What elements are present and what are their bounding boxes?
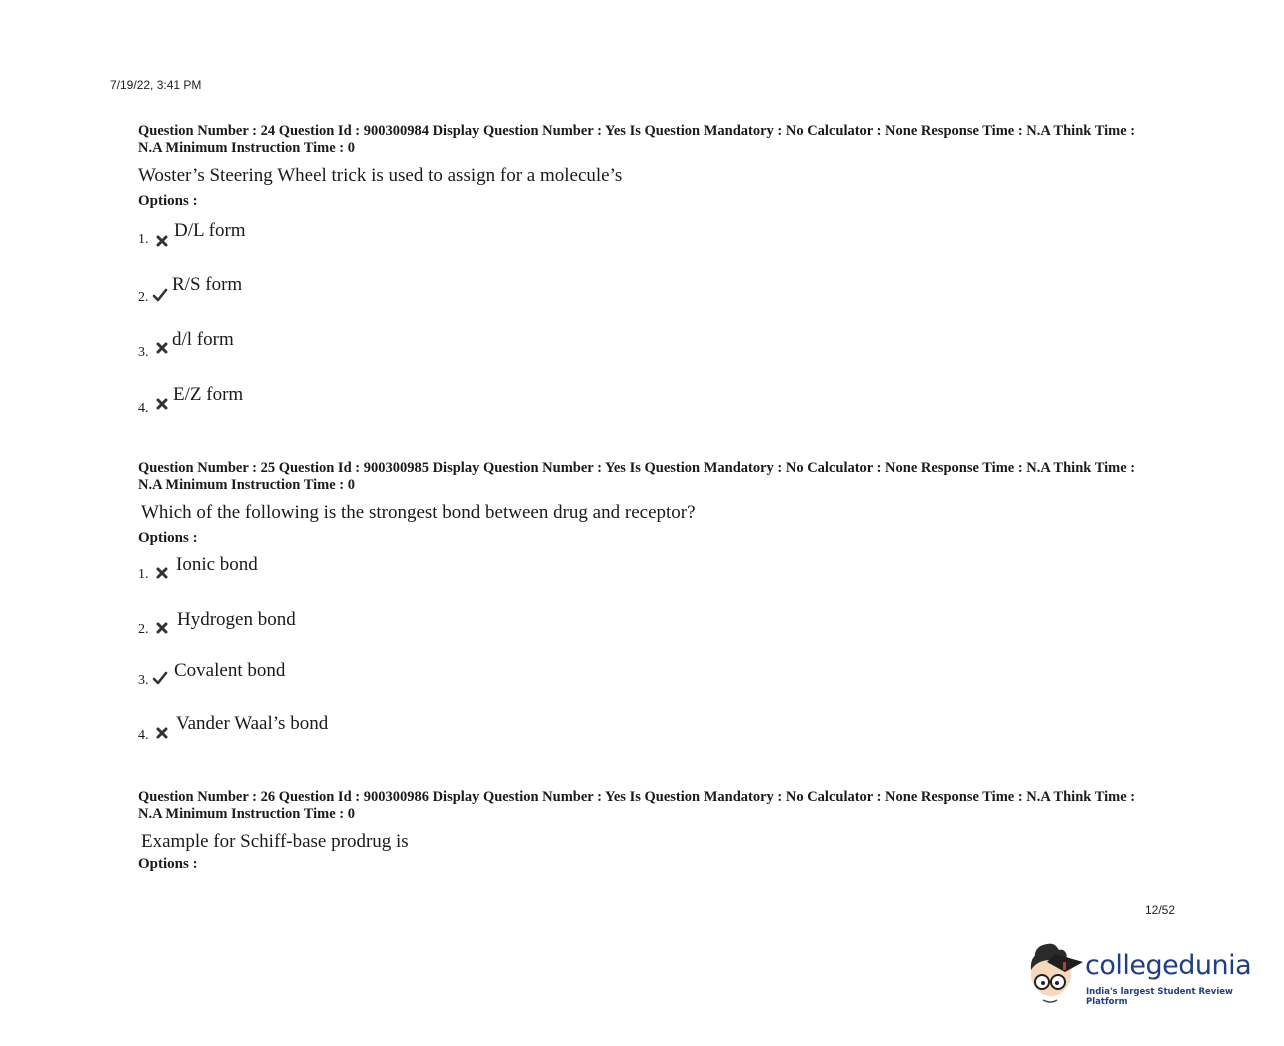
cross-icon (154, 725, 170, 741)
option-text: Hydrogen bond (177, 609, 296, 630)
option-3 (138, 328, 1148, 383)
brand-tagline: India's largest Student Review Platform (1086, 987, 1233, 1007)
question-text: Which of the following is the strongest bond between drug and receptor? (141, 502, 696, 523)
options-label: Options : (138, 530, 198, 546)
option-text: E/Z form (173, 384, 244, 405)
cross-icon (154, 565, 170, 581)
option-2 (138, 273, 1148, 328)
option-text: d/l form (172, 329, 234, 350)
question-block-26 (138, 789, 1148, 873)
option-1 (138, 218, 1148, 273)
option-text: R/S form (172, 274, 243, 295)
brand-name: collegedunia (1085, 950, 1252, 981)
question-meta: Question Number : 26 Question Id : 900300986 Display Question Number : Yes Is Question Mandatory : No Calculator : None Response Time : N.A Think Time : N.A Minimum Instruction Time : 0 (138, 789, 1136, 822)
option-4 (138, 715, 1148, 770)
option-number: 4. (138, 401, 149, 416)
option-number: 2. (138, 622, 149, 637)
page-number: 12/52 (1145, 903, 1176, 917)
option-4 (138, 383, 1148, 438)
question-meta: Question Number : 24 Question Id : 900300984 Display Question Number : Yes Is Question Mandatory : No Calculator : None Response Time : N.A Think Time : N.A Minimum Instruction Time : 0 (138, 123, 1136, 156)
option-number: 3. (138, 673, 149, 688)
mascot-icon (1025, 940, 1085, 1010)
options-label: Options : (138, 193, 198, 209)
cross-icon (154, 396, 170, 412)
check-icon (152, 670, 168, 686)
option-3 (138, 660, 1148, 715)
option-number: 1. (138, 232, 149, 247)
option-number: 3. (138, 345, 149, 360)
print-timestamp: 7/19/22, 3:41 PM (110, 78, 202, 92)
question-text: Woster’s Steering Wheel trick is used to assign for a molecule’s (138, 165, 623, 186)
options-label: Options : (138, 856, 198, 872)
option-number: 1. (138, 567, 149, 582)
option-number: 4. (138, 728, 149, 743)
option-text: Vander Waal’s bond (176, 713, 329, 734)
option-1 (138, 553, 1148, 608)
question-block-25 (138, 460, 1148, 770)
question-meta: Question Number : 25 Question Id : 900300985 Display Question Number : Yes Is Question Mandatory : No Calculator : None Response Time : N.A Think Time : N.A Minimum Instruction Time : 0 (138, 460, 1136, 493)
cross-icon (154, 340, 170, 356)
option-text: D/L form (174, 220, 246, 241)
option-number: 2. (138, 290, 149, 305)
question-block-24 (138, 123, 1148, 438)
cross-icon (154, 233, 170, 249)
option-2 (138, 608, 1148, 663)
check-icon (152, 287, 168, 303)
option-text: Covalent bond (174, 660, 286, 681)
question-text: Example for Schiff-base prodrug is (141, 831, 409, 852)
cross-icon (154, 620, 170, 636)
option-text: Ionic bond (176, 554, 258, 575)
collegedunia-logo (1025, 940, 1255, 1010)
